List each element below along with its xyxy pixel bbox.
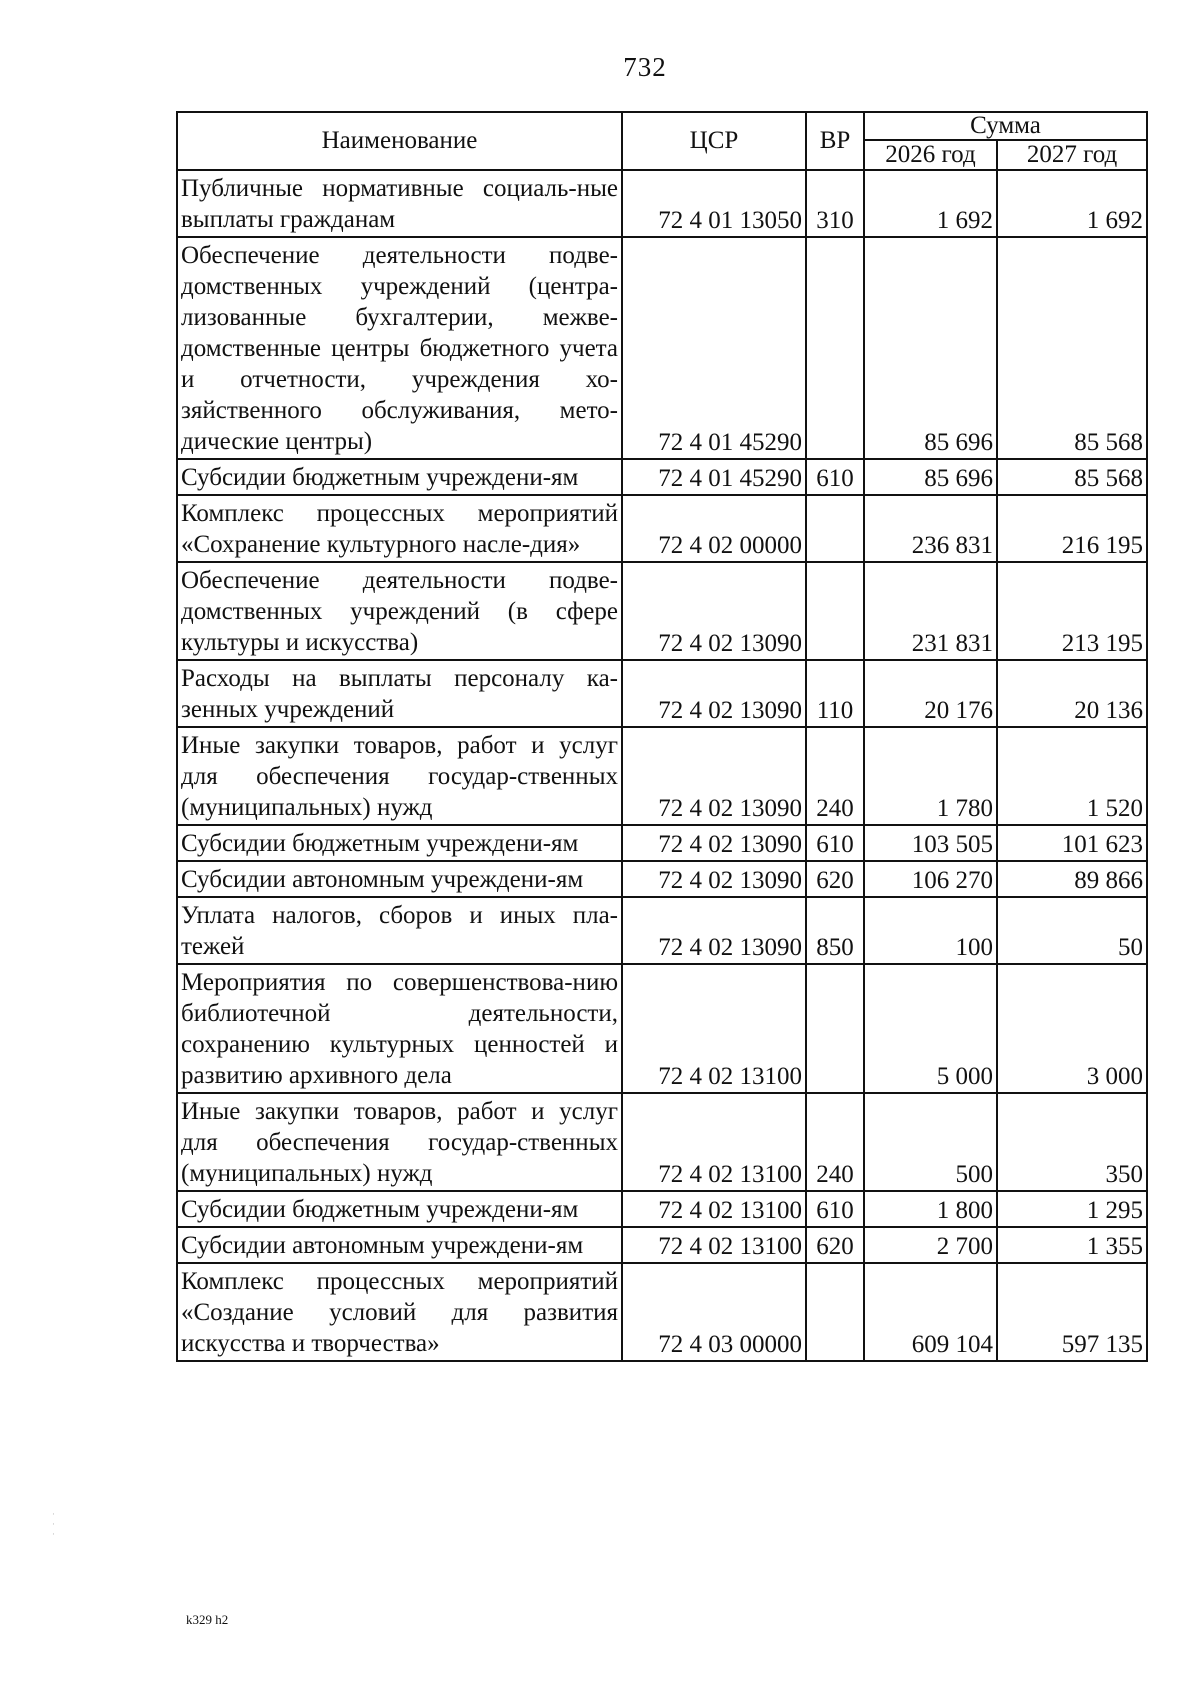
row-amount-2027: 1 520 bbox=[997, 727, 1147, 825]
row-amount-2027: 1 355 bbox=[997, 1227, 1147, 1263]
row-amount-2026: 236 831 bbox=[864, 495, 997, 562]
row-name: Иные закупки товаров, работ и услуг для обеспечения государ-ственных (муниципальных) нужд bbox=[177, 727, 622, 825]
table-row bbox=[177, 1263, 1147, 1361]
row-vr bbox=[806, 964, 864, 1093]
table-row bbox=[177, 562, 1147, 660]
table-row bbox=[177, 861, 1147, 897]
table-row bbox=[177, 1093, 1147, 1191]
row-csr: 72 4 02 13090 bbox=[622, 825, 806, 861]
row-amount-2027: 20 136 bbox=[997, 660, 1147, 727]
row-vr: 310 bbox=[806, 170, 864, 237]
header-vr: ВР bbox=[806, 112, 864, 170]
table-row bbox=[177, 727, 1147, 825]
row-amount-2027: 350 bbox=[997, 1093, 1147, 1191]
row-vr bbox=[806, 562, 864, 660]
row-amount-2027: 85 568 bbox=[997, 237, 1147, 459]
row-vr: 610 bbox=[806, 825, 864, 861]
row-name: Комплекс процессных мероприятий «Сохранение культурного насле-дия» bbox=[177, 495, 622, 562]
row-name: Расходы на выплаты персоналу ка-зенных учреждений bbox=[177, 660, 622, 727]
row-vr bbox=[806, 1263, 864, 1361]
row-vr: 620 bbox=[806, 861, 864, 897]
row-name: Субсидии бюджетным учреждени-ям bbox=[177, 1191, 622, 1227]
row-vr: 240 bbox=[806, 1093, 864, 1191]
row-amount-2026: 609 104 bbox=[864, 1263, 997, 1361]
row-amount-2026: 1 780 bbox=[864, 727, 997, 825]
row-name: Мероприятия по совершенствова-нию библиотечной деятельности, сохранению культурных ценностей и развитию архивного дела bbox=[177, 964, 622, 1093]
row-name: Субсидии автономным учреждени-ям bbox=[177, 861, 622, 897]
table-header bbox=[177, 112, 1147, 170]
row-csr: 72 4 02 13100 bbox=[622, 1191, 806, 1227]
row-vr: 110 bbox=[806, 660, 864, 727]
row-csr: 72 4 02 13090 bbox=[622, 861, 806, 897]
row-csr: 72 4 02 13100 bbox=[622, 964, 806, 1093]
row-amount-2026: 1 692 bbox=[864, 170, 997, 237]
table-row bbox=[177, 459, 1147, 495]
row-name: Обеспечение деятельности подве-домственных учреждений (в сфере культуры и искусства) bbox=[177, 562, 622, 660]
row-amount-2027: 50 bbox=[997, 897, 1147, 964]
page-number: 732 bbox=[623, 52, 667, 82]
row-csr: 72 4 03 00000 bbox=[622, 1263, 806, 1361]
row-vr: 610 bbox=[806, 459, 864, 495]
row-vr: 610 bbox=[806, 1191, 864, 1227]
row-csr: 72 4 02 13090 bbox=[622, 897, 806, 964]
table-row bbox=[177, 660, 1147, 727]
row-name: Публичные нормативные социаль-ные выплаты гражданам bbox=[177, 170, 622, 237]
row-name: Обеспечение деятельности подве-домственных учреждений (центра-лизованные бухгалтерии, межве-домственные центры бюджетного учета и отчетности, учреждения хо-зяйственного обслуживания, мето-дические центры) bbox=[177, 237, 622, 459]
row-name: Субсидии автономным учреждени-ям bbox=[177, 1227, 622, 1263]
row-amount-2027: 89 866 bbox=[997, 861, 1147, 897]
row-amount-2026: 500 bbox=[864, 1093, 997, 1191]
row-csr: 72 4 02 00000 bbox=[622, 495, 806, 562]
row-name: Комплекс процессных мероприятий «Создание условий для развития искусства и творчества» bbox=[177, 1263, 622, 1361]
row-amount-2026: 5 000 bbox=[864, 964, 997, 1093]
table-row bbox=[177, 825, 1147, 861]
budget-table bbox=[176, 111, 1148, 1362]
scan-artifact: · · · bbox=[52, 1510, 55, 1540]
row-name: Субсидии бюджетным учреждени-ям bbox=[177, 459, 622, 495]
header-year-2027: 2027 год bbox=[997, 140, 1147, 170]
row-amount-2026: 2 700 bbox=[864, 1227, 997, 1263]
table-row bbox=[177, 237, 1147, 459]
row-csr: 72 4 02 13100 bbox=[622, 1093, 806, 1191]
row-csr: 72 4 01 45290 bbox=[622, 237, 806, 459]
header-year-2026: 2026 год bbox=[864, 140, 997, 170]
row-vr bbox=[806, 495, 864, 562]
header-name: Наименование bbox=[177, 112, 622, 170]
row-amount-2027: 216 195 bbox=[997, 495, 1147, 562]
row-amount-2026: 106 270 bbox=[864, 861, 997, 897]
row-csr: 72 4 02 13100 bbox=[622, 1227, 806, 1263]
row-amount-2026: 103 505 bbox=[864, 825, 997, 861]
header-csr: ЦСР bbox=[622, 112, 806, 170]
table-row bbox=[177, 897, 1147, 964]
row-amount-2027: 597 135 bbox=[997, 1263, 1147, 1361]
header-sum: Сумма bbox=[864, 112, 1147, 140]
row-amount-2027: 85 568 bbox=[997, 459, 1147, 495]
row-amount-2027: 101 623 bbox=[997, 825, 1147, 861]
table-row bbox=[177, 495, 1147, 562]
row-name: Субсидии бюджетным учреждени-ям bbox=[177, 825, 622, 861]
row-amount-2026: 20 176 bbox=[864, 660, 997, 727]
row-csr: 72 4 02 13090 bbox=[622, 562, 806, 660]
row-vr bbox=[806, 237, 864, 459]
row-csr: 72 4 02 13090 bbox=[622, 727, 806, 825]
row-vr: 850 bbox=[806, 897, 864, 964]
row-amount-2027: 213 195 bbox=[997, 562, 1147, 660]
table-body bbox=[177, 170, 1147, 1361]
row-vr: 240 bbox=[806, 727, 864, 825]
table-row bbox=[177, 1191, 1147, 1227]
row-name: Уплата налогов, сборов и иных пла-тежей bbox=[177, 897, 622, 964]
row-vr: 620 bbox=[806, 1227, 864, 1263]
row-csr: 72 4 01 45290 bbox=[622, 459, 806, 495]
row-csr: 72 4 02 13090 bbox=[622, 660, 806, 727]
table-row bbox=[177, 170, 1147, 237]
row-amount-2026: 1 800 bbox=[864, 1191, 997, 1227]
row-csr: 72 4 01 13050 bbox=[622, 170, 806, 237]
row-amount-2027: 1 295 bbox=[997, 1191, 1147, 1227]
row-amount-2026: 85 696 bbox=[864, 237, 997, 459]
row-name: Иные закупки товаров, работ и услуг для обеспечения государ-ственных (муниципальных) нужд bbox=[177, 1093, 622, 1191]
table-row bbox=[177, 1227, 1147, 1263]
row-amount-2026: 100 bbox=[864, 897, 997, 964]
row-amount-2026: 231 831 bbox=[864, 562, 997, 660]
row-amount-2027: 1 692 bbox=[997, 170, 1147, 237]
row-amount-2027: 3 000 bbox=[997, 964, 1147, 1093]
row-amount-2026: 85 696 bbox=[864, 459, 997, 495]
footer-code: k329 h2 bbox=[186, 1612, 229, 1627]
table-row bbox=[177, 964, 1147, 1093]
